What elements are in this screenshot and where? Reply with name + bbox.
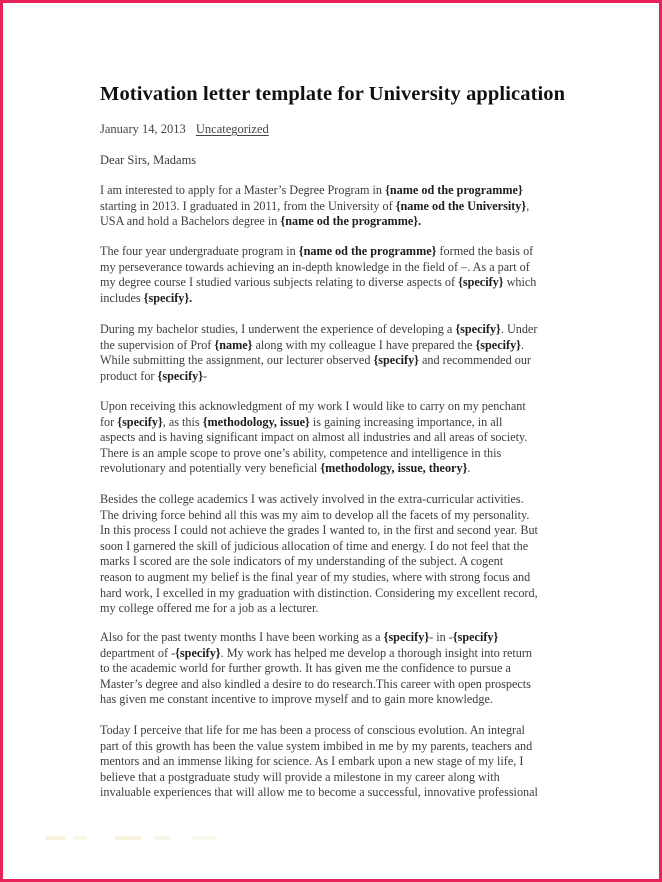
- text-line: The driving force behind all this was my aim to develop all the facets of my personality.: [100, 507, 530, 522]
- placeholder-field: {specify}: [383, 630, 430, 644]
- text-line: The four year undergraduate program in {name od the programme} formed the basis of: [100, 244, 534, 258]
- text-line: During my bachelor studies, I underwent the experience of developing a {specify}. Under: [100, 322, 538, 336]
- text-line: Upon receiving this acknowledgment of my work I would like to carry on my penchant: [100, 399, 526, 413]
- post-date: January 14, 2013: [100, 122, 186, 136]
- placeholder-field: {specify}: [117, 414, 163, 429]
- paragraph-7: [100, 723, 575, 801]
- category-link[interactable]: Uncategorized: [195, 122, 269, 136]
- placeholder-field: {specify}.: [143, 290, 193, 305]
- text-line: my college offered me for a job as a lecturer.: [100, 601, 319, 616]
- text-line: product for {specify}-: [100, 368, 208, 383]
- placeholder-field: {specify}: [175, 645, 221, 660]
- paragraph-1: [100, 183, 575, 230]
- text-line: my perseverance towards achieving an in-depth knowledge in the field of –. As a part of: [100, 259, 530, 274]
- placeholder-field: {specify}: [475, 337, 521, 352]
- text-line: invaluable experiences that will allow me to become a successful, innovative professional: [100, 785, 538, 800]
- paragraph-3: [100, 322, 575, 384]
- text-line: mentors and an immense liking for science. As I embark upon a new stage of my life, I: [100, 754, 524, 769]
- text-line: department of -{specify}. My work has helped me develop a thorough insight into return: [100, 645, 533, 660]
- placeholder-field: {name od the University}: [395, 198, 527, 213]
- text-line: part of this growth has been the value system imbibed in me by my parents, teachers and: [100, 738, 533, 753]
- placeholder-field: {methodology, issue}: [202, 414, 310, 429]
- text-line: has given me constant incentive to improve myself and to gain more knowledge.: [100, 692, 493, 707]
- page-title: Motivation letter template for University application: [100, 83, 566, 105]
- text-line: includes {specify}.: [100, 290, 193, 305]
- salutation: Dear Sirs, Madams: [100, 153, 197, 167]
- text-line: Also for the past twenty months I have been working as a {specify}- in -{specify}: [100, 630, 499, 644]
- text-line: Master’s degree and also kindled a desire to do research.This career with open prospects: [100, 676, 531, 691]
- text-line: While submitting the assignment, our lecturer observed {specify} and recommended our: [100, 353, 531, 368]
- text-line: soon I garnered the skill of judicious allocation of time and energy. I do not feel that the: [100, 538, 529, 553]
- placeholder-field: {specify}: [452, 630, 499, 644]
- placeholder-field: {name od the programme}: [385, 183, 523, 197]
- text-line: hard work, I excelled in my graduation with distinction. Considering my excellent record,: [100, 585, 538, 600]
- text-line: In this process I could not achieve the grades I wanted to, in the first and second year. But: [100, 523, 538, 538]
- text-line: to the academic world for further growth. It has given me the confidence to pursue a: [100, 661, 511, 676]
- paragraph-5: [100, 492, 575, 617]
- text-line: Today I perceive that life for me has been a process of conscious evolution. An integral: [100, 723, 525, 737]
- text-line: my degree course I studied various subjects relating to diverse aspects of {specify} which: [100, 275, 537, 290]
- text-line: for {specify}, as this {methodology, issue} is gaining increasing importance, in all: [100, 414, 503, 429]
- text-line: revolutionary and potentially very beneficial {methodology, issue, theory}.: [100, 461, 471, 476]
- placeholder-field: {specify}: [458, 275, 504, 290]
- placeholder-field: {methodology, issue, theory}: [320, 461, 468, 476]
- text-line: USA and hold a Bachelors degree in {name od the programme}.: [100, 214, 422, 229]
- placeholder-field: {name od the programme}.: [280, 214, 422, 229]
- placeholder-field: {specify}: [373, 353, 419, 368]
- text-line: the supervision of Prof {name} along with my colleague I have prepared the {specify}.: [100, 337, 525, 352]
- text-line: reason to augment my belief is the final year of my studies, where with strong focus and: [100, 569, 531, 584]
- paragraph-4: [100, 399, 575, 477]
- placeholder-field: {specify}: [455, 322, 501, 336]
- text-line: There is an ample scope to prove one’s ability, competence and intelligence in this: [100, 445, 502, 460]
- placeholder-field: {name od the programme}: [298, 244, 437, 258]
- paragraph-2: [100, 244, 575, 306]
- text-line: I am interested to apply for a Master’s Degree Program in {name od the programme}: [100, 183, 523, 197]
- text-line: aspects and is having significant impact on almost all industries and all areas of society.: [100, 430, 528, 445]
- paragraph-6: [100, 630, 575, 708]
- text-line: Besides the college academics I was actively involved in the extra-curricular activities.: [100, 492, 524, 506]
- text-line: starting in 2013. I graduated in 2011, from the University of {name od the University},: [100, 198, 530, 213]
- text-line: marks I scored are the sole indicators of my understanding of the subject. A cogent: [100, 554, 504, 569]
- placeholder-field: {name}: [214, 337, 253, 352]
- text-line: believe that a postgraduate study will provide a milestone in my career along with: [100, 769, 500, 784]
- placeholder-field: {specify}: [157, 368, 204, 383]
- post-meta: [100, 122, 269, 137]
- faded-footer-mark: [43, 831, 263, 845]
